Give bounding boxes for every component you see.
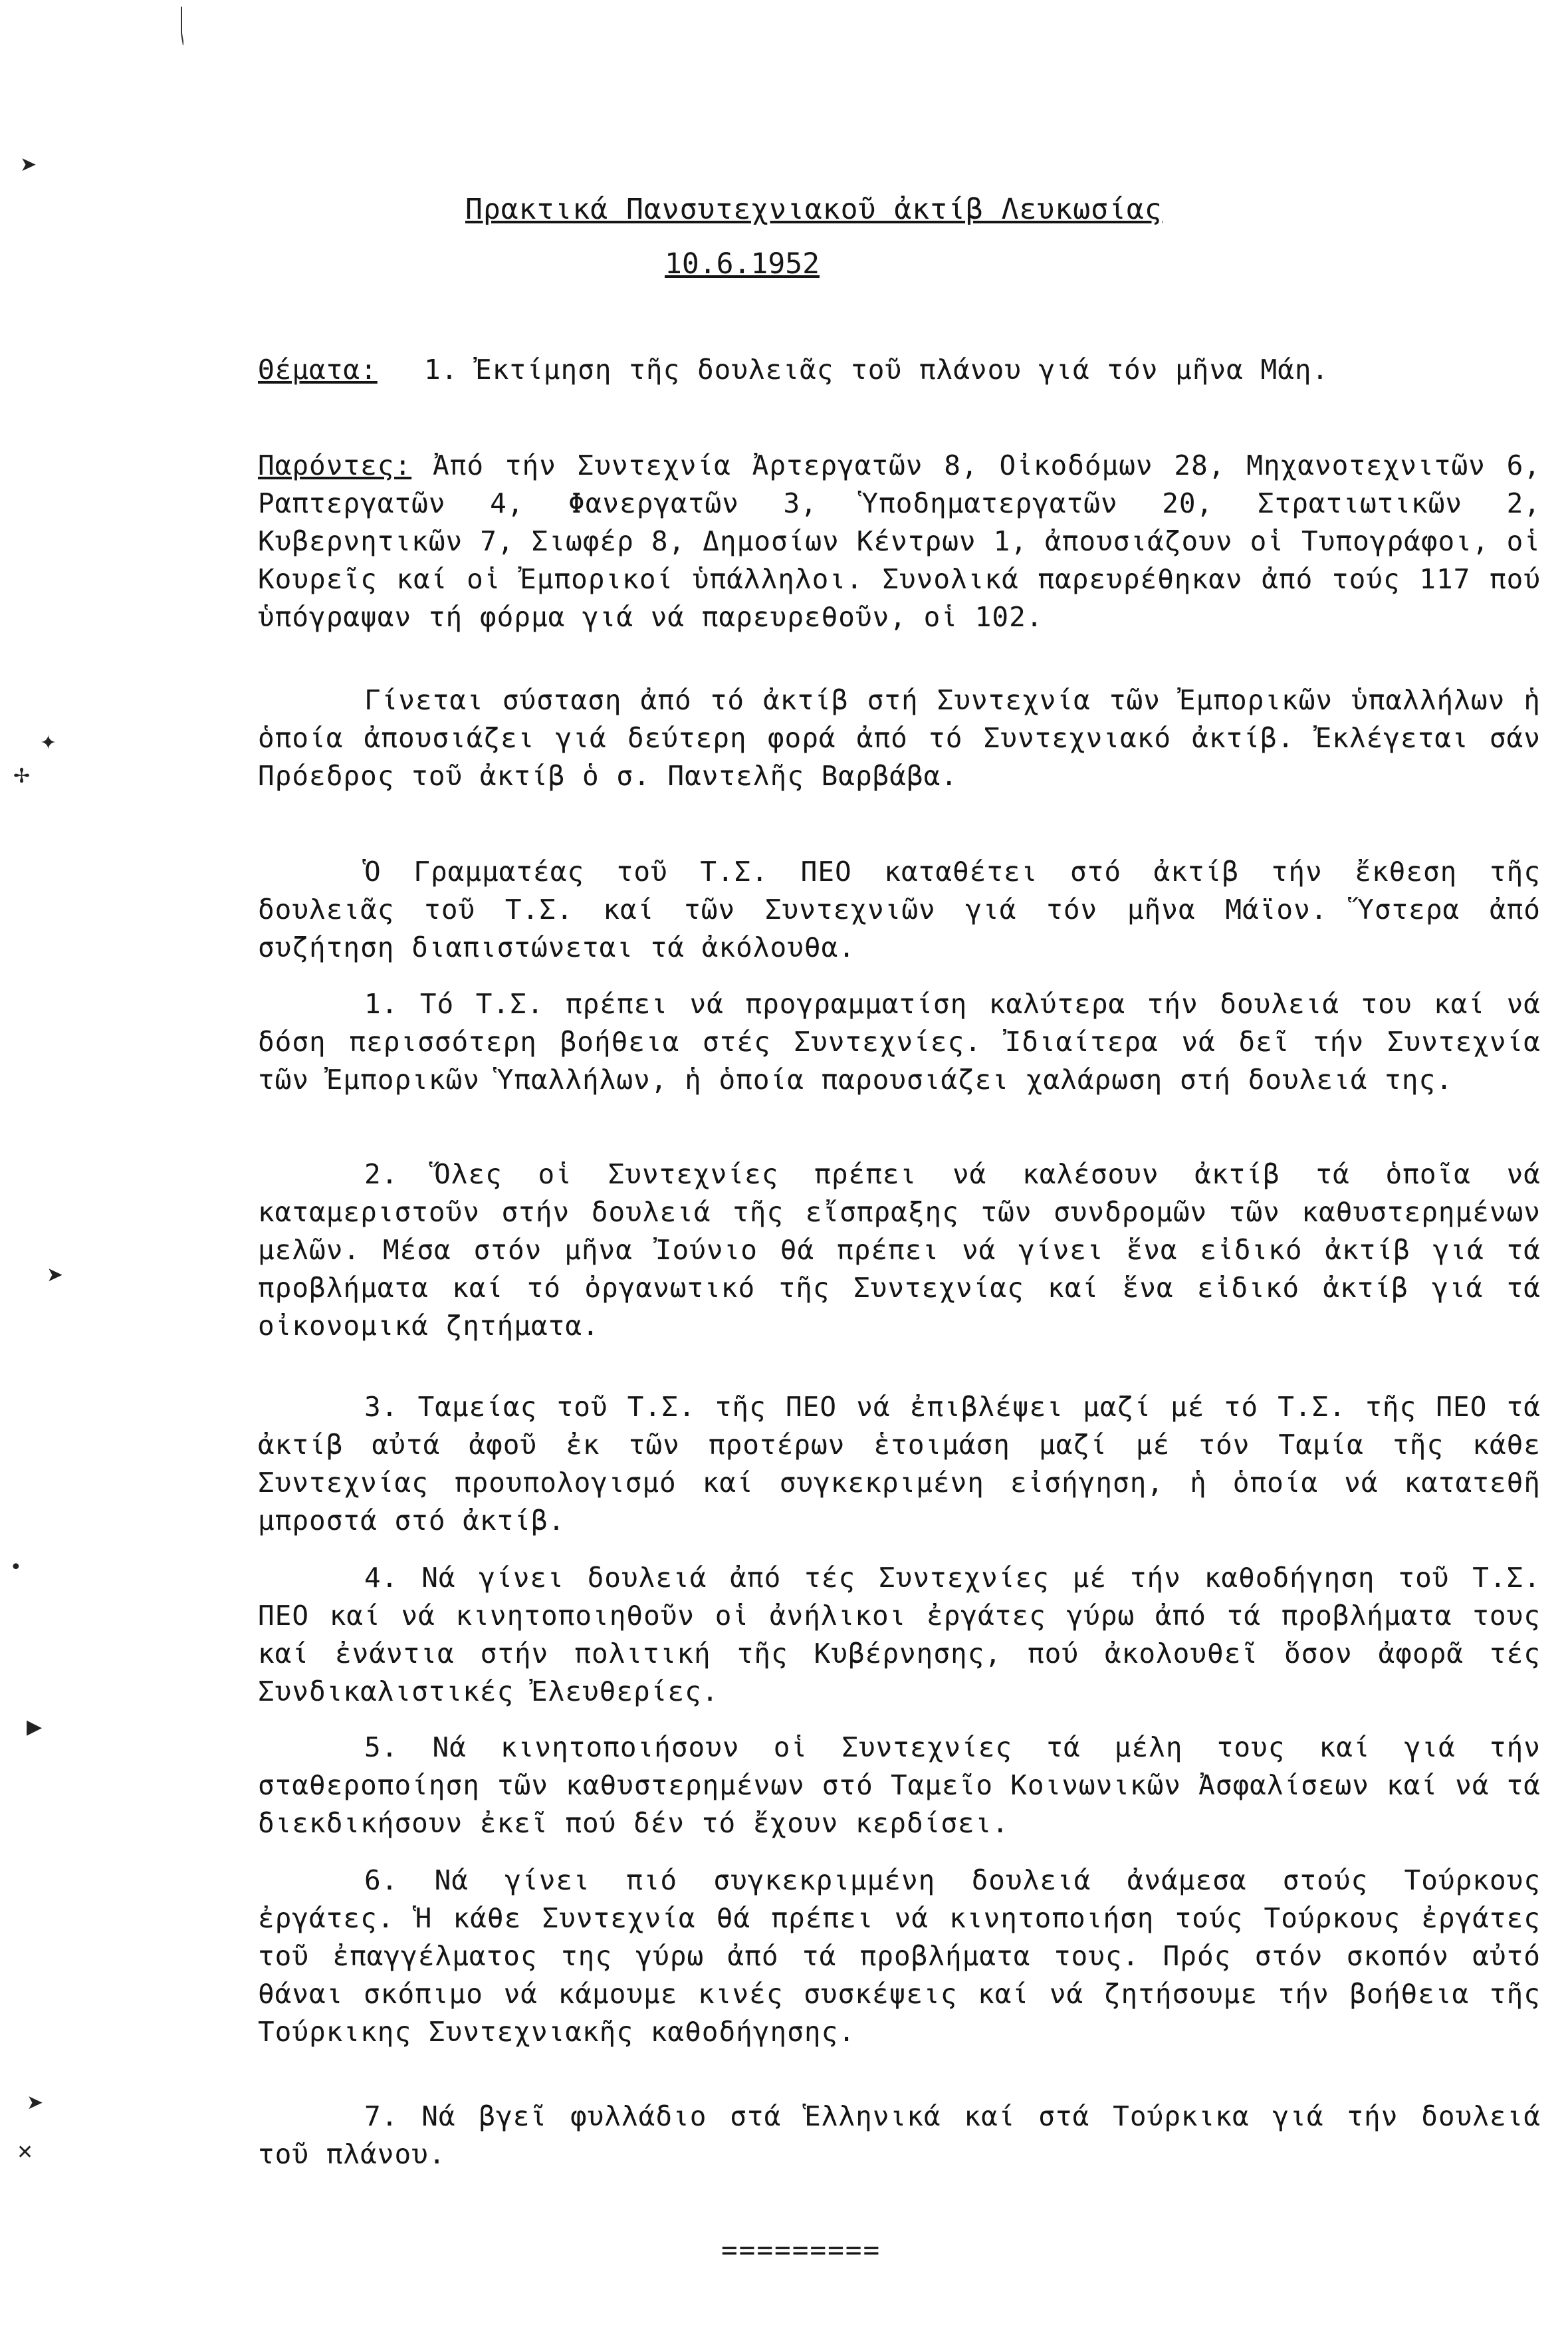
- end-separator: =========: [721, 2234, 881, 2266]
- margin-arrow-mark: ➤: [47, 1263, 64, 1287]
- margin-speck-mark: •: [10, 1556, 22, 1579]
- subjects-label: Θέματα:: [258, 354, 378, 386]
- list-item: 6. Νά γίνει πιό συγκεκριμμένη δουλειά ἀνάμεσα στούς Τούρκους ἐργάτες. Ἡ κάθε Συντεχνία θά πρέπει νά κινητοποιήση τούς Τούρκους ἐργάτες τοῦ ἐπαγγέλματος της γύρω ἀπό τά προβλήματα τους. Πρός στόν σκοπόν αὐτό θάναι σκόπιμο νά κάμουμε κινές συσκέψεις καί νά ζητήσουμε τήν βοήθεια τῆς Τούρκικης Συντεχνιακῆς καθοδήγησης.: [258, 1864, 1541, 2048]
- margin-speck-mark: ✕: [17, 2141, 34, 2164]
- subjects-item: 1. Ἐκτίμηση τῆς δουλειᾶς τοῦ πλάνου γιά τόν μῆνα Μάη.: [424, 354, 1329, 386]
- present-section: [258, 447, 1541, 636]
- subjects-section: [258, 351, 1541, 389]
- margin-triangle-mark: ▶: [27, 1715, 43, 1739]
- document-date: 10.6.1952: [665, 247, 820, 281]
- list-item: 3. Ταμείας τοῦ Τ.Σ. τῆς ΠΕΟ νά ἐπιβλέψει μαζί μέ τό Τ.Σ. τῆς ΠΕΟ τά ἀκτίβ αὐτά ἀφοῦ ἐκ τῶν προτέρων ἑτοιμάση μαζί μέ τόν Ταμία τῆς κάθε Συντεχνίας προυπολογισμό καί συγκεκριμένη εἰσήγηση, ἡ ὁποία νά κατατεθῆ μπροστά στό ἀκτίβ.: [258, 1391, 1541, 1536]
- list-item: 1. Τό Τ.Σ. πρέπει νά προγραμματίση καλύτερα τήν δουλειά του καί νά δόση περισσότερη βοήθεια στές Συντεχνίες. Ἰδιαίτερα νά δεῖ τήν Συντεχνία τῶν Ἐμπορικῶν Ὑπαλλήλων, ἡ ὁποία παρουσιάζει χαλάρωση στή δουλειά της.: [258, 988, 1541, 1096]
- margin-arrow-mark: ✦: [40, 731, 57, 755]
- margin-speck-mark: ✢: [13, 765, 31, 788]
- present-text: Ἀπό τήν Συντεχνία Ἀρτεργατῶν 8, Οἰκοδόμων 28, Μηχανοτεχνιτῶν 6, Ραπτεργατῶν 4, Φανεργατῶν 3, Ὑποδηματεργατῶν 20, Στρατιωτικῶν 2, Κυβερνητικῶν 7, Σιωφέρ 8, Δημοσίων Κέντρων 1, ἀπουσιάζουν οἱ Τυπογράφοι, οἱ Κουρεῖς καί οἱ Ἐμπορικοί ὑπάλληλοι. Συνολικά παρευρέθηκαν ἀπό τούς 117 πού ὑπόγραψαν τή φόρμα γιά νά παρευρεθοῦν, οἱ 102.: [258, 449, 1541, 633]
- margin-arrow-mark: ➤: [20, 153, 37, 176]
- margin-scratch-mark: [179, 7, 183, 47]
- list-item: 5. Νά κινητοποιήσουν οἱ Συντεχνίες τά μέλη τους καί γιά τήν σταθεροποίηση τῶν καθυστερημένων στό Ταμεῖο Κοινωνικῶν Ἀσφαλίσεων καί νά τά διεκδικήσουν ἐκεῖ πού δέν τό ἔχουν κερδίσει.: [258, 1731, 1541, 1839]
- paragraph-recommendation: Γίνεται σύσταση ἀπό τό ἀκτίβ στή Συντεχνία τῶν Ἐμπορικῶν ὑπαλλήλων ἡ ὁποία ἀπουσιάζει γιά δεύτερη φορά ἀπό τό Συντεχνιακό ἀκτίβ. Ἐκλέγεται σάν Πρόεδρος τοῦ ἀκτίβ ὁ σ. Παντελῆς Βαρβάβα.: [258, 684, 1541, 792]
- paragraph-report: Ὁ Γραμματέας τοῦ Τ.Σ. ΠΕΟ καταθέτει στό ἀκτίβ τήν ἔκθεση τῆς δουλειᾶς τοῦ Τ.Σ. καί τῶν Συντεχνιῶν γιά τόν μῆνα Μάϊον. Ὕστερα ἀπό συζήτηση διαπιστώνεται τά ἀκόλουθα.: [258, 856, 1541, 963]
- present-label: Παρόντες:: [258, 449, 412, 481]
- list-item: 4. Νά γίνει δουλειά ἀπό τές Συντεχνίες μέ τήν καθοδήγηση τοῦ Τ.Σ. ΠΕΟ καί νά κινητοποιηθοῦν οἱ ἀνήλικοι ἐργάτες γύρω ἀπό τά προβλήματα τους καί ἐνάντια στήν πολιτική τῆς Κυβέρνησης, πού ἀκολουθεῖ ὅσον ἀφορᾶ τές Συνδικαλιστικές Ἐλευθερίες.: [258, 1562, 1541, 1707]
- list-item: 2. Ὅλες οἱ Συντεχνίες πρέπει νά καλέσουν ἀκτίβ τά ὁποῖα νά καταμεριστοῦν στήν δουλειά τῆς εἴσπραξης τῶν συνδρομῶν τῶν καθυστερημένων μελῶν. Μέσα στόν μῆνα Ἰούνιο θά πρέπει νά γίνει ἕνα εἰδικό ἀκτίβ γιά τά προβλήματα καί τό ὀργανωτικό τῆς Συντεχνίας καί ἕνα εἰδικό ἀκτίβ γιά τά οἰκονομικά ζητήματα.: [258, 1158, 1541, 1342]
- margin-arrow-mark: ➤: [27, 2091, 44, 2114]
- document-title: Πρακτικά Πανσυτεχνιακοῦ ἀκτίβ Λευκωσίας: [465, 193, 1163, 226]
- list-item: 7. Νά βγεῖ φυλλάδιο στά Ἑλληνικά καί στά Τούρκικα γιά τήν δουλειά τοῦ πλάνου.: [258, 2100, 1541, 2170]
